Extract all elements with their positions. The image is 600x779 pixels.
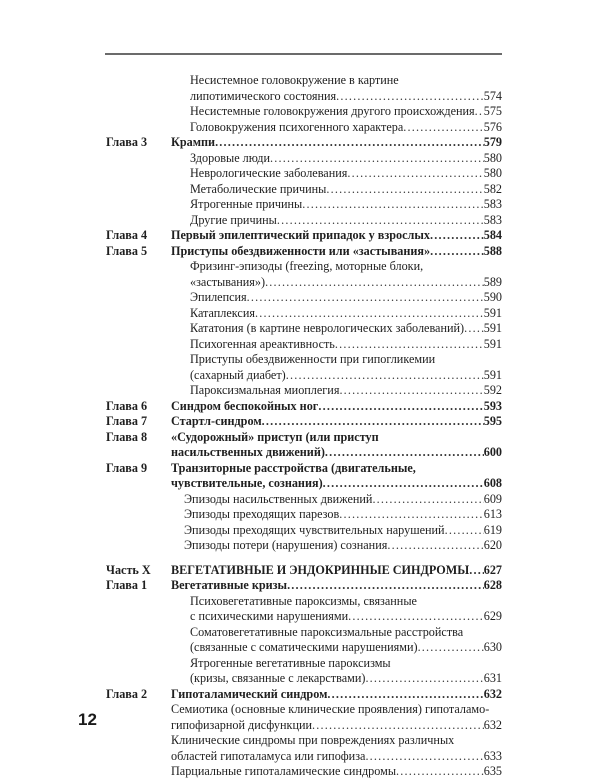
entry-page: 628 [483, 578, 502, 592]
chapter-label: Часть X [106, 562, 151, 577]
chapter-label: Глава 8 [106, 429, 148, 444]
toc-row [0, 305, 600, 321]
entry-page: 632 [483, 686, 502, 701]
toc-row [0, 150, 600, 166]
toc-row [0, 165, 600, 181]
entry-page: 627 [483, 562, 502, 577]
entry-page: 629 [483, 609, 502, 623]
dot-leader [270, 150, 484, 166]
entry-page: 582 [483, 181, 502, 196]
entry-title: Неврологические заболевания [190, 166, 348, 180]
toc-row [0, 763, 600, 779]
dot-leader [262, 413, 484, 429]
toc-row [0, 444, 600, 460]
toc-row [0, 274, 600, 290]
page-number: 12 [78, 710, 97, 729]
entry-title: Эпилепсия [190, 290, 247, 304]
entry-title: Приступы обездвиженности при гипогликемии [190, 352, 436, 366]
dot-leader [247, 289, 484, 305]
toc-row [0, 212, 600, 228]
toc-row [0, 655, 600, 671]
toc-row [0, 593, 600, 609]
chapter-label: Глава 4 [106, 228, 148, 242]
chapter-label: Глава 3 [106, 135, 148, 149]
entry-page: 595 [483, 414, 502, 428]
dot-leader [335, 336, 484, 352]
toc-row [0, 227, 600, 243]
chapter-label: Глава 6 [106, 398, 148, 413]
toc-row [0, 119, 600, 135]
dot-leader [327, 686, 483, 702]
entry-title: «застывания») [190, 274, 266, 289]
entry-page: 631 [483, 671, 502, 685]
dot-leader [348, 608, 484, 624]
entry-title: гипофизарной дисфункции [171, 717, 313, 732]
toc-row [0, 103, 600, 119]
entry-title: Синдром беспокойных ног [171, 398, 319, 413]
entry-title: (сахарный диабет) [190, 367, 286, 382]
dot-leader [365, 670, 483, 686]
entry-title: Соматовегетативные пароксизмальные расстройства [190, 624, 464, 639]
toc-row [0, 562, 600, 578]
dot-leader [430, 227, 484, 243]
entry-page: 583 [483, 212, 502, 227]
entry-page: 580 [483, 166, 502, 180]
entry-page: 600 [483, 445, 502, 459]
entry-title: Эпизоды преходящих чувствительных нарушений [184, 522, 445, 537]
entry-title: Вегетативные кризы [171, 578, 288, 592]
toc-row [0, 608, 600, 624]
entry-page: 580 [483, 150, 502, 165]
toc-row [0, 134, 600, 150]
entry-title: «Судорожный» приступ (или приступ [171, 429, 379, 444]
entry-page: 613 [483, 507, 502, 521]
dot-leader [372, 491, 483, 507]
entry-page: 619 [483, 522, 502, 537]
toc-row [0, 491, 600, 507]
entry-page: 591 [483, 367, 502, 382]
entry-title: Эпизоды насильственных движений [184, 491, 373, 506]
entry-title: чувствительные, сознания) [171, 476, 323, 490]
dot-leader [277, 212, 484, 228]
entry-title: Фризинг-эпизоды (freezing, моторные блоки, [190, 259, 424, 273]
entry-page: 630 [483, 640, 502, 654]
entry-title: Ятрогенные причины [190, 197, 303, 211]
dot-leader [336, 88, 484, 104]
toc-row [0, 506, 600, 522]
dot-leader [287, 577, 484, 593]
toc-row [0, 181, 600, 197]
entry-page: 591 [483, 336, 502, 351]
dot-leader [387, 537, 483, 553]
chapter-label: Глава 9 [106, 460, 148, 475]
entry-title: Психовегетативные пароксизмы, связанные [190, 593, 417, 608]
entry-page: 608 [483, 476, 502, 490]
chapter-label: Глава 2 [106, 686, 148, 701]
toc-row [0, 243, 600, 259]
chapter-label: Глава 5 [106, 243, 148, 258]
entry-page: 593 [483, 398, 502, 413]
toc-row [0, 537, 600, 553]
dot-leader [215, 134, 484, 150]
toc-row [0, 475, 600, 491]
dot-leader [403, 119, 483, 135]
entry-title: Крампи [171, 135, 216, 149]
dot-leader [469, 562, 483, 578]
toc-row [0, 367, 600, 383]
dot-leader [326, 181, 483, 197]
entry-title: Несистемные головокружения другого происхождения [190, 104, 475, 118]
entry-page: 620 [483, 538, 502, 552]
dot-leader [430, 243, 484, 259]
dot-leader [286, 367, 484, 383]
toc-row [0, 336, 600, 352]
dot-leader [396, 763, 484, 779]
toc-row [0, 88, 600, 104]
dot-leader [312, 717, 484, 733]
entry-title: Клинические синдромы при повреждениях различных [171, 733, 455, 747]
entry-page: 574 [483, 88, 502, 103]
toc-row [0, 413, 600, 429]
toc-row [0, 429, 600, 445]
entry-title: Стартл-синдром [171, 414, 262, 428]
dot-leader [418, 639, 484, 655]
entry-page: 575 [483, 104, 502, 118]
entry-title: Катаплексия [190, 305, 255, 320]
entry-page: 592 [483, 383, 502, 397]
toc-row [0, 398, 600, 414]
entry-title: Транзиторные расстройства (двигательные, [171, 460, 416, 475]
toc-row [0, 686, 600, 702]
entry-title: Другие причины [190, 212, 277, 227]
entry-page: 633 [483, 748, 502, 763]
entry-title: (кризы, связанные с лекарствами) [190, 671, 366, 685]
dot-leader [265, 274, 484, 290]
dot-leader [323, 475, 484, 491]
entry-page: 591 [483, 321, 502, 335]
toc-row [0, 522, 600, 538]
entry-title: Ятрогенные вегетативные пароксизмы [190, 655, 391, 670]
entry-title: насильственных движений) [171, 445, 325, 459]
dot-leader [255, 305, 484, 321]
entry-title: ВЕГЕТАТИВНЫЕ И ЭНДОКРИННЫЕ СИНДРОМЫ [171, 562, 470, 577]
entry-title: Эпизоды преходящих парезов [184, 507, 340, 521]
entry-page: 583 [483, 197, 502, 211]
dot-leader [302, 196, 483, 212]
entry-page: 635 [483, 764, 502, 778]
toc-row [0, 289, 600, 305]
entry-page: 609 [483, 491, 502, 506]
entry-page: 589 [483, 274, 502, 289]
entry-title: Психогенная ареактивность [190, 336, 335, 351]
entry-page: 579 [483, 135, 502, 149]
dot-leader [475, 103, 484, 119]
dot-leader [464, 320, 484, 336]
toc-row [0, 624, 600, 640]
entry-title: липотимического состояния [190, 88, 337, 103]
entry-page: 590 [483, 290, 502, 304]
toc-row [0, 670, 600, 686]
entry-page: 584 [483, 228, 502, 242]
entry-title: Эпизоды потери (нарушения) сознания [184, 538, 388, 552]
entry-title: Семиотика (основные клинические проявления) гипоталамо- [171, 702, 490, 716]
dot-leader [339, 506, 483, 522]
toc-row [0, 258, 600, 274]
entry-title: Кататония (в картине неврологических заболеваний) [190, 321, 465, 335]
entry-title: Несистемное головокружение в картине [190, 73, 399, 87]
toc-row [0, 460, 600, 476]
entry-title: Пароксизмальная миоплегия [190, 383, 340, 397]
dot-leader [339, 382, 483, 398]
entry-page: 576 [483, 119, 502, 134]
toc-row [0, 732, 600, 748]
toc-row [0, 320, 600, 336]
dot-leader [347, 165, 483, 181]
entry-title: Гипоталамический синдром [171, 686, 328, 701]
entry-page: 588 [483, 243, 502, 258]
entry-title: Приступы обездвиженности или «застывания» [171, 243, 431, 258]
toc-row [0, 382, 600, 398]
dot-leader [325, 444, 484, 460]
entry-title: (связанные с соматическими нарушениями) [190, 640, 418, 654]
dot-leader [445, 522, 484, 538]
entry-title: с психическими нарушениями [190, 609, 349, 623]
toc-row [0, 196, 600, 212]
entry-title: Парциальные гипоталамические синдромы [171, 764, 397, 778]
entry-title: Здоровые люди [190, 150, 270, 165]
chapter-label: Глава 7 [106, 414, 148, 428]
toc-row [0, 72, 600, 88]
toc-row [0, 351, 600, 367]
top-rule [105, 53, 502, 55]
entry-title: Первый эпилептический припадок у взрослых [171, 228, 430, 242]
chapter-label: Глава 1 [106, 578, 148, 592]
entry-title: областей гипоталамуса или гипофиза [171, 748, 366, 763]
toc-row [0, 577, 600, 593]
entry-page: 591 [483, 305, 502, 320]
entry-title: Головокружения психогенного характера [190, 119, 404, 134]
dot-leader [318, 398, 483, 414]
entry-page: 632 [483, 717, 502, 732]
entry-title: Метаболические причины [190, 181, 327, 196]
toc-row [0, 639, 600, 655]
